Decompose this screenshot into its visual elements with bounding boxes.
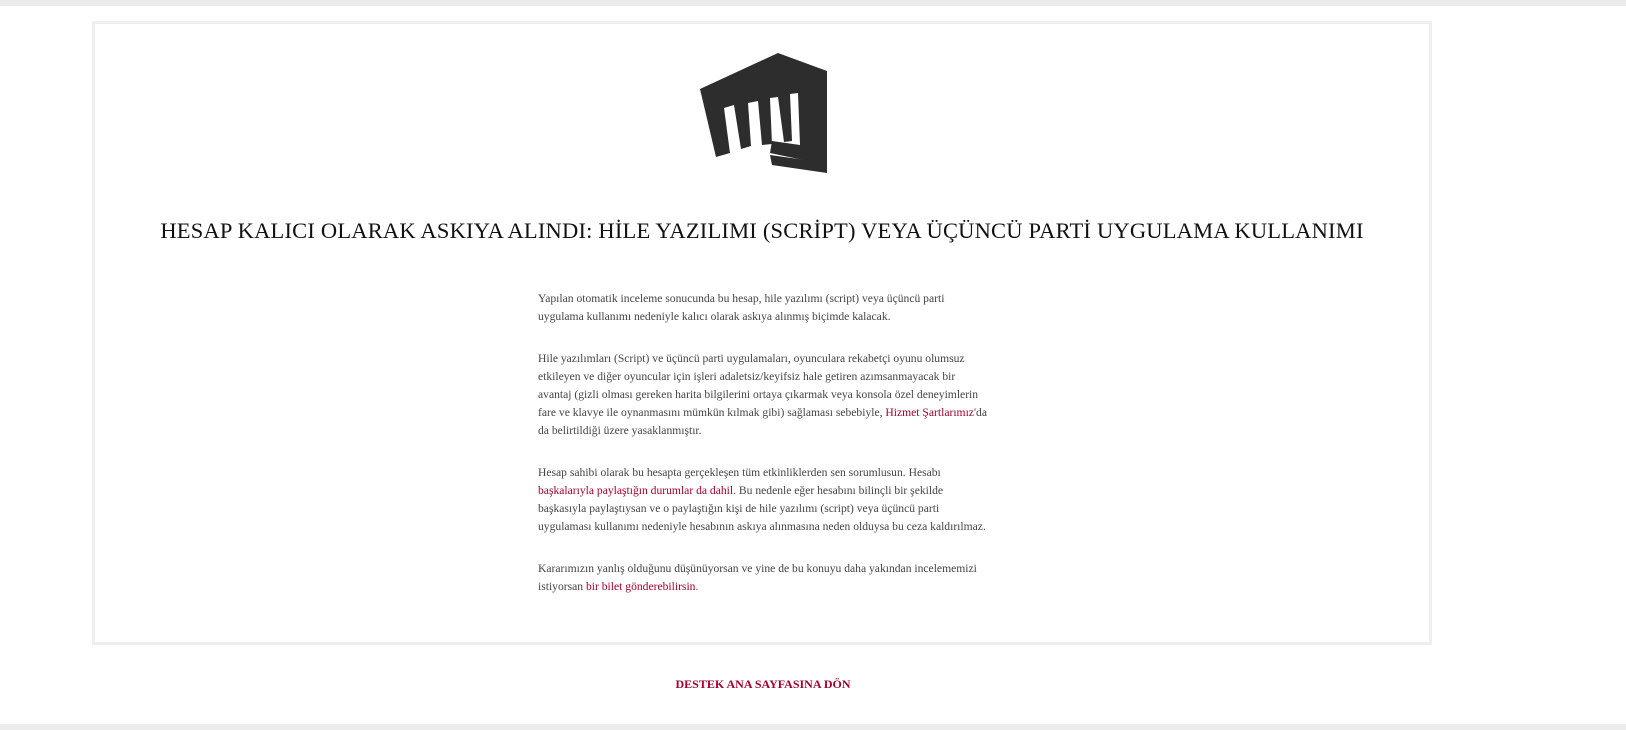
paragraph-4-after: . [695,580,699,593]
paragraph-1: Yapılan otomatik inceleme sonucunda bu hesap, hile yazılımı (script) veya üçüncü parti uygulama kullanımı nedeniyle kalıcı olarak askıya alınmış biçimde kalacak. [538,292,945,323]
notice-body [538,290,988,620]
page-title: HESAP KALICI OLARAK ASKIYA ALINDI: HİLE YAZILIMI (SCRİPT) VEYA ÜÇÜNCÜ PARTİ UYGULAMA KULLANIMI [160,218,1364,243]
back-to-support-home-link[interactable]: DESTEK ANA SAYFASINA DÖN [675,677,851,691]
paragraph-3-before: Hesap sahibi olarak bu hesapta gerçekleşen tüm etkinliklerden sen sorumlusun. Hesabı [538,466,941,479]
account-sharing-link[interactable]: başkalarıyla paylaştığın durumlar da dahil [538,484,734,497]
top-strip [0,0,1626,6]
riot-fist-icon [700,53,830,173]
paragraph-2-text: Hile yazılımları (Script) ve üçüncü parti uygulamaları, oyunculara rekabetçi oyunu olumsuz etkileyen ve diğer oyuncular için işleri adaletsiz/keyifsiz hale getiren azımsanmayacak bir avantaj (gizli olması gereken harita bilgilerini ortaya çıkarmak veya konsola özel deneyimlerin fare ve klavye ile oynanmasını mümkün kılmak gibi) sağlaması sebebiyle, [538,352,979,419]
paragraph-4-before: Kararımızın yanlış olduğunu düşünüyorsan ve yine de bu konuyu daha yakından incelememizi istiyorsan [538,562,977,593]
paragraph-3 [538,464,988,536]
paragraph-2-after: 'da da belirtildiği üzere yasaklanmıştır. [538,406,987,437]
notice-card [92,21,1432,645]
paragraph-3-after: . Bu nedenle eğer hesabını bilinçli bir şekilde başkasıyla paylaştıysan ve o paylaştığın kişi de hile yazılımı (script) veya üçüncü parti uygulaması kullanımı nedeniyle hesabının askıya alınmasına neden olduysa bu ceza kaldırılmaz. [538,484,986,533]
bottom-strip [0,724,1626,730]
paragraph-4 [538,560,988,596]
submit-ticket-link[interactable]: bir bilet gönderebilirsin [585,580,696,593]
paragraph-2 [538,350,988,440]
terms-of-service-link[interactable]: Hizmet Şartlarımız [885,406,974,419]
